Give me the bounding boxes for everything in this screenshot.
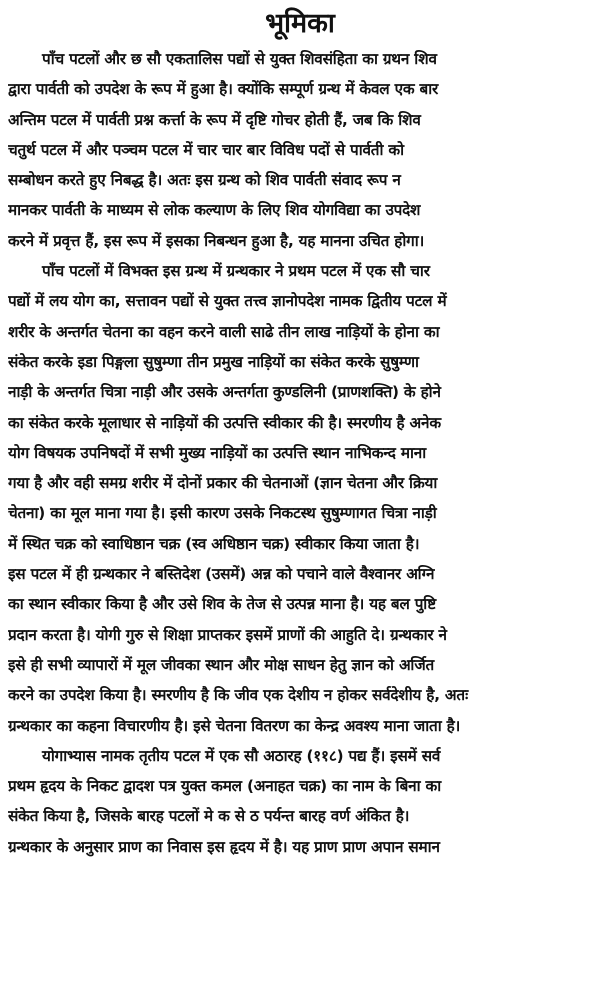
text-line: करने का उपदेश किया है। स्मरणीय है कि जीव एक देशीय न होकर सर्वदेशीय है, अतः <box>8 686 469 705</box>
text-line: नाड़ी के अन्तर्गत चित्रा नाड़ी और उसके अन्तर्गता कुण्डलिनी (प्राणशक्ति) के होने <box>8 383 441 402</box>
text-line: संकेत करके इडा पिङ्गला सुषुम्णा तीन प्रमुख नाड़ियों का संकेत करके सुषुम्णा <box>8 352 419 371</box>
text-line: में स्थित चक्र को स्वाधिष्ठान चक्र (स्व अधिष्ठान चक्र) स्वीकार किया जाता है। <box>8 534 420 553</box>
paragraph-2 <box>8 256 592 741</box>
text-line: ग्रन्थकार का कहना विचारणीय है। इसे चेतना वितरण का केन्द्र अवश्य माना जाता है। <box>8 716 461 735</box>
text-line: करने में प्रवृत्त हैं, इस रूप में इसका निबन्धन हुआ है, यह मानना उचित होगा। <box>8 231 425 250</box>
text-line: पाँच पटलों और छ सौ एकतालिस पद्यों से युक्त शिवसंहिता का ग्रथन शिव <box>42 50 437 68</box>
text-line: संकेत किया है, जिसके बारह पटलों मे क से ठ पर्यन्त बारह वर्ण अंकित है। <box>8 807 410 826</box>
text-line: योगाभ्यास नामक तृतीय पटल में एक सौ अठारह (११८) पद्य हैं। इसमें सर्व <box>42 746 441 765</box>
text-line: मानकर पार्वती के माध्यम से लोक कल्याण के लिए शिव योगविद्या का उपदेश <box>8 201 421 220</box>
text-line: चेतना) का मूल माना गया है। इसी कारण उसके निकटस्थ सुषुम्णागत चित्रा नाड़ी <box>8 504 437 523</box>
text-line: प्रदान करता है। योगी गुरु से शिक्षा प्राप्तकर इसमें प्राणों की आहुति दे। ग्रन्थकार ने <box>8 625 447 644</box>
text-line: इसे ही सभी व्यापारों में मूल जीवका स्थान और मोक्ष साधन हेतु ज्ञान को अर्जित <box>8 655 435 674</box>
text-line: का संकेत करके मूलाधार से नाड़ियों की उत्पत्ति स्वीकार की है। स्मरणीय है अनेक <box>8 413 441 432</box>
paragraph-3 <box>8 741 592 862</box>
text-line: गया है और वही समग्र शरीर में दोनों प्रकार की चेतनाओं (ज्ञान चेतना और क्रिया <box>8 474 438 493</box>
paragraph-1 <box>8 44 592 256</box>
page-title: भूमिका <box>265 8 335 39</box>
text-line: सम्बोधन करते हुए निबद्ध है। अतः इस ग्रन्थ को शिव पार्वती संवाद रूप न <box>8 171 401 190</box>
text-line: चतुर्थ पटल में और पञ्चम पटल में चार चार बार विविध पदों से पार्वती को <box>8 140 404 159</box>
text-line: पाँच पटलों में विभक्त इस ग्रन्थ में ग्रन्थकार ने प्रथम पटल में एक सौ चार <box>42 262 430 281</box>
text-line: इस पटल में ही ग्रन्थकार ने बस्तिदेश (उसमें) अन्न को पचाने वाले वैश्वानर अग्नि <box>8 565 435 584</box>
text-line: का स्थान स्वीकार किया है और उसे शिव के तेज से उत्पन्न माना है। यह बल पुष्टि <box>8 595 436 614</box>
text-line: पद्यों में लय योग का, सत्तावन पद्यों से युक्त तत्त्व ज्ञानोपदेश नामक द्वितीय पटल में <box>8 292 447 311</box>
text-line: द्वारा पार्वती को उपदेश के रूप में हुआ है। क्योंकि सम्पूर्ण ग्रन्थ में केवल एक बार <box>8 80 439 99</box>
text-line: अन्तिम पटल में पार्वती प्रश्न कर्त्ता के रूप में दृष्टि गोचर होती हैं, जब कि शिव <box>8 110 421 129</box>
text-line: योग विषयक उपनिषदों में सभी मुख्य नाड़ियों का उत्पत्ति स्थान नाभिकन्द माना <box>8 443 426 462</box>
text-line: शरीर के अन्तर्गत चेतना का वहन करने वाली साढे तीन लाख नाड़ियों के होना का <box>8 322 440 341</box>
text-line: ग्रन्थकार के अनुसार प्राण का निवास इस हृदय में है। यह प्राण प्राण अपान समान <box>8 837 440 856</box>
text-line: प्रथम हृदय के निकट द्वादश पत्र युक्त कमल (अनाहत चक्र) का नाम के बिना का <box>8 777 442 796</box>
